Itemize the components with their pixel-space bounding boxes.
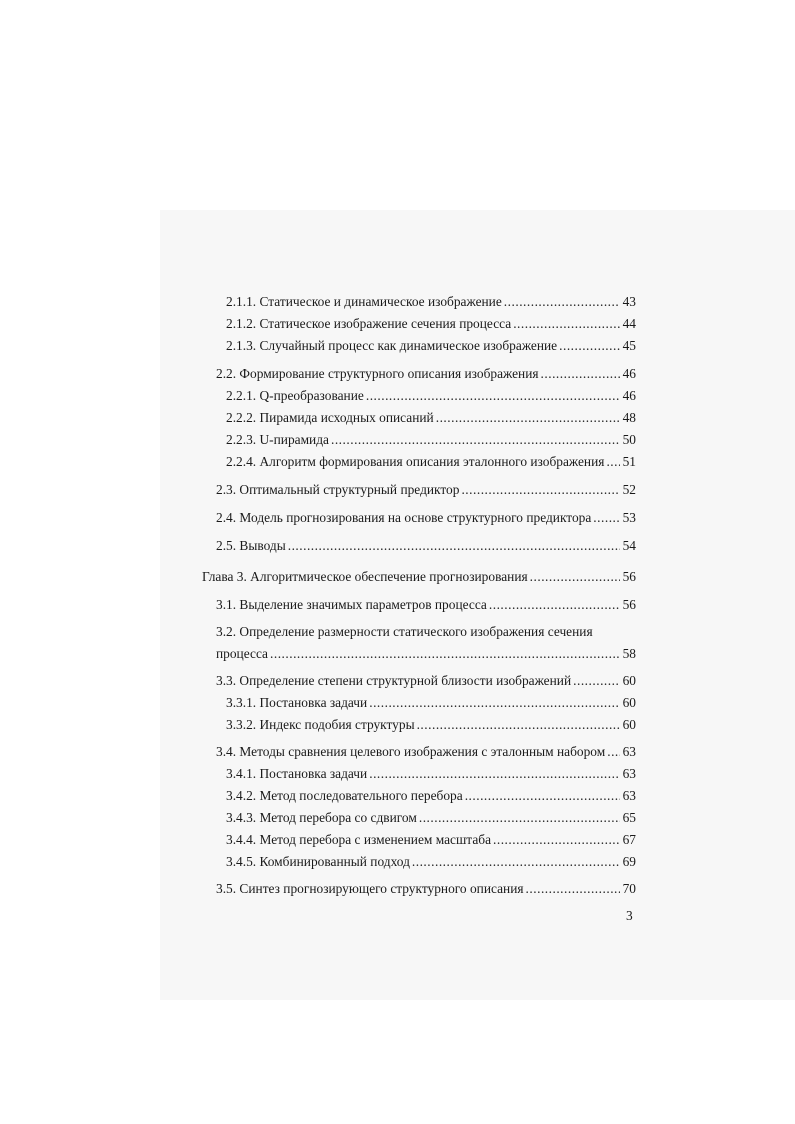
toc-entry-page: 63 xyxy=(622,788,636,803)
toc-leader-dots xyxy=(593,510,620,526)
toc-entry-title: 2.1.2. Статическое изображение сечения процесса xyxy=(226,316,512,331)
toc-entry-page: 53 xyxy=(622,510,636,525)
toc-entry-title: 2.5. Выводы xyxy=(216,538,286,553)
toc-entry-title: 3.5. Синтез прогнозирующего структурного описания xyxy=(216,881,524,896)
toc-entry-page: 70 xyxy=(622,881,636,896)
toc-entry-page: 46 xyxy=(622,366,636,381)
toc-entry-page: 46 xyxy=(622,388,636,403)
toc-leader-dots xyxy=(270,646,620,662)
toc-entry-title: 2.2.4. Алгоритм формирования описания эталонного изображения xyxy=(226,454,605,469)
toc-leader-dots xyxy=(369,695,620,711)
page-number: 3 xyxy=(626,908,633,923)
toc-entry-title: 2.2.1. Q-преобразование xyxy=(226,388,364,403)
toc-entry-3-1[interactable] xyxy=(216,597,636,613)
toc-entry-page: 69 xyxy=(622,854,636,869)
toc-entry-2-2-2[interactable] xyxy=(226,410,636,426)
toc-entry-3-3[interactable] xyxy=(216,673,636,689)
toc-entry-title: 3.4.4. Метод перебора с изменением масштаба xyxy=(226,832,492,847)
toc-entry-page: 52 xyxy=(622,482,636,497)
toc-leader-dots xyxy=(369,766,620,782)
toc-entry-3-2-title[interactable]: 3.2. Определение размерности статического изображения сечения xyxy=(216,624,593,639)
toc-entry-3-2[interactable] xyxy=(216,646,636,662)
toc-leader-dots xyxy=(288,538,620,554)
toc-leader-dots xyxy=(504,294,620,310)
toc-entry-page: 58 xyxy=(622,646,636,661)
toc-entry-page: 54 xyxy=(622,538,636,553)
toc-entry-title: 2.3. Оптимальный структурный предиктор xyxy=(216,482,460,497)
toc-leader-dots xyxy=(412,854,620,870)
toc-entry-2-4[interactable] xyxy=(216,510,636,526)
toc-entry-3-4-3[interactable] xyxy=(226,810,636,826)
toc-entry-2-1-3[interactable] xyxy=(226,338,636,354)
toc-leader-dots xyxy=(331,432,620,448)
toc-entry-title: 3.4.2. Метод последовательного перебора xyxy=(226,788,463,803)
toc-entry-title: 2.1.3. Случайный процесс как динамическое изображение xyxy=(226,338,558,353)
toc-entry-title: 3.4.1. Постановка задачи xyxy=(226,766,368,781)
toc-entry-page: 63 xyxy=(622,744,636,759)
toc-entry-title: 3.4.5. Комбинированный подход xyxy=(226,854,410,869)
toc-entry-3-3-1[interactable] xyxy=(226,695,636,711)
toc-entry-2-1-2[interactable] xyxy=(226,316,636,332)
toc-entry-2-3[interactable] xyxy=(216,482,636,498)
toc-entry-3-5[interactable] xyxy=(216,881,636,897)
toc-entry-page: 67 xyxy=(622,832,636,847)
toc-entry-2-5[interactable] xyxy=(216,538,636,554)
toc-entry-page: 50 xyxy=(622,432,636,447)
toc-leader-dots xyxy=(461,482,620,498)
toc-entry-page: 56 xyxy=(622,597,636,612)
toc-leader-dots xyxy=(513,316,620,332)
toc-entry-title: 3.3.1. Постановка задачи xyxy=(226,695,368,710)
toc-entry-3-4[interactable] xyxy=(216,744,636,760)
toc-leader-dots xyxy=(436,410,620,426)
toc-entry-page: 60 xyxy=(622,673,636,688)
toc-entry-page: 56 xyxy=(622,569,636,584)
toc-leader-dots xyxy=(417,717,620,733)
toc-entry-page: 44 xyxy=(622,316,636,331)
toc-entry-title: 2.2.2. Пирамида исходных описаний xyxy=(226,410,434,425)
toc-entry-page: 43 xyxy=(622,294,636,309)
toc-entry-3-4-1[interactable] xyxy=(226,766,636,782)
toc-entry-2-1-1[interactable] xyxy=(226,294,636,310)
toc-entry-2-2-1[interactable] xyxy=(226,388,636,404)
toc-entry-title: 3.1. Выделение значимых параметров процесса xyxy=(216,597,487,612)
toc-entry-title: 3.4.3. Метод перебора со сдвигом xyxy=(226,810,417,825)
toc-leader-dots xyxy=(606,454,620,470)
toc-leader-dots xyxy=(493,832,620,848)
toc-entry-page: 60 xyxy=(622,695,636,710)
toc-leader-dots xyxy=(419,810,620,826)
toc-leader-dots xyxy=(366,388,620,404)
toc-entry-3-4-2[interactable] xyxy=(226,788,636,804)
toc-leader-dots xyxy=(573,673,620,689)
toc-entry-page: 45 xyxy=(622,338,636,353)
toc-entry-title: 3.3.2. Индекс подобия структуры xyxy=(226,717,415,732)
toc-entry-title: 3.3. Определение степени структурной близости изображений xyxy=(216,673,572,688)
toc-entry-title: 2.1.1. Статическое и динамическое изображение xyxy=(226,294,502,309)
toc-entry-page: 60 xyxy=(622,717,636,732)
toc-entry-3-4-5[interactable] xyxy=(226,854,636,870)
toc-leader-dots xyxy=(530,569,620,585)
toc-leader-dots xyxy=(526,881,620,897)
toc-entry-page: 48 xyxy=(622,410,636,425)
toc-entry-3-4-4[interactable] xyxy=(226,832,636,848)
toc-leader-dots xyxy=(607,744,620,760)
toc-entry-title: 2.4. Модель прогнозирования на основе структурного предиктора xyxy=(216,510,592,525)
toc-entry-page: 51 xyxy=(622,454,636,469)
toc-entry-page: 65 xyxy=(622,810,636,825)
toc-entry-2-2-3[interactable] xyxy=(226,432,636,448)
toc-entry-title: 2.2.3. U-пирамида xyxy=(226,432,329,447)
toc-entry-chapter-3[interactable] xyxy=(202,569,636,585)
toc-leader-dots xyxy=(559,338,620,354)
toc-entry-page: 63 xyxy=(622,766,636,781)
toc-entry-title: 2.2. Формирование структурного описания изображения xyxy=(216,366,539,381)
toc-entry-title-continued: процесса xyxy=(216,646,268,661)
toc-entry-3-3-2[interactable] xyxy=(226,717,636,733)
toc-leader-dots xyxy=(465,788,620,804)
toc-leader-dots xyxy=(489,597,620,613)
toc-entry-2-2-4[interactable] xyxy=(226,454,636,470)
toc-entry-title: 3.4. Методы сравнения целевого изображения с эталонным набором xyxy=(216,744,606,759)
toc-entry-2-2[interactable] xyxy=(216,366,636,382)
toc-leader-dots xyxy=(541,366,620,382)
toc-entry-title: Глава 3. Алгоритмическое обеспечение прогнозирования xyxy=(202,569,528,584)
